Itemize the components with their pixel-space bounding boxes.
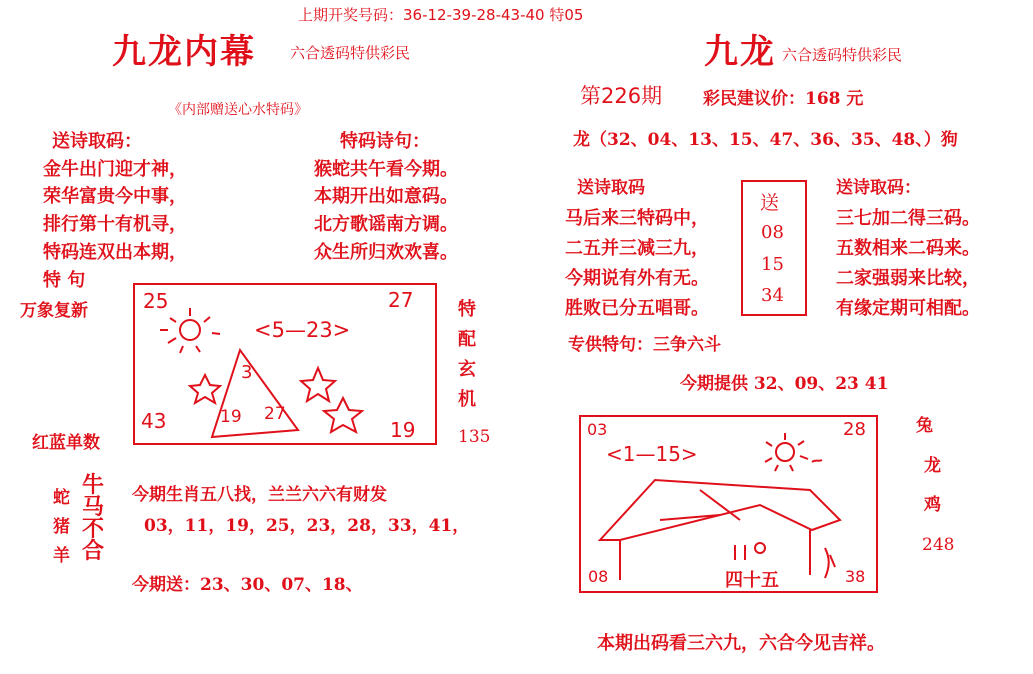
right-poem-line: 二五并三减三九， [565,238,709,259]
dragon-line: 龙（32、04、13、15、47、36、35、48、）狗 [573,130,958,150]
side-animal: 鸡 [924,495,941,515]
send-box-label: 送 [760,192,780,214]
left-poem-line: 特码连双出本期， [43,242,187,263]
left-verse-head: 特码诗句： [340,131,430,152]
left-verse-line: 众生所归欢欢喜。 [314,242,458,263]
side-right-char: 配 [458,329,476,350]
side-left-top: 万象复新 [20,301,88,321]
star-icon [190,375,220,403]
zodiac-right: 不 [82,516,105,542]
side-right-char: 机 [458,389,476,410]
right-poem-line: 今期说有外有无。 [565,268,709,289]
side-animal: 龙 [924,456,941,476]
zodiac-right: 合 [82,538,105,564]
right-verse-line: 三七加二得三码。 [836,208,980,229]
left-verse-line: 本期开出如意码。 [314,186,458,207]
star-icon [324,398,362,432]
zodiac-left: 猪 [53,517,70,537]
box-range: <5—23> [254,318,351,342]
number-list: 03，11，19，25，23，28，33，41， [144,516,470,536]
last-draw-notice: 上期开奖号码：36-12-39-28-43-40 特05 [298,6,584,24]
right-poem-line: 胜败已分五唱哥。 [565,298,709,319]
zodiac-right: 马 [82,494,105,520]
box-corner-br: 38 [845,567,866,586]
side-right-char: 特 [458,299,476,320]
box-corner-bl: 43 [141,409,167,433]
box-corner-bl: 08 [588,567,609,586]
left-title: 九龙内幕 [112,32,256,72]
provide-line: 今期提供 32、09、23 41 [680,374,889,394]
left-subtitle: 六合透码特供彩民 [290,44,411,62]
triangle-bl-num: 19 [220,407,242,427]
right-poem-head2: 送诗取码： [836,178,921,198]
box-range: <1—15> [606,442,698,466]
zodiac-right: 牛 [82,472,105,498]
send-box-num: 15 [761,254,784,275]
zodiac-left: 羊 [53,546,70,566]
right-verse-line: 二家强弱来比较， [836,268,980,289]
left-poem-line: 荣华富贵今中事， [43,186,187,207]
box-corner-br: 19 [390,418,416,442]
triangle-br-num: 27 [264,404,286,424]
left-verse-line: 北方歌谣南方调。 [314,214,458,235]
side-left-bottom: 红蓝单数 [32,433,100,453]
right-title: 九龙 [704,32,776,72]
zodiac-hint: 今期生肖五八找，兰兰六六有财发 [132,485,387,505]
right-verse-line: 有缘定期可相配。 [836,298,980,319]
left-tagline: 《内部赠送心水特码》 [168,102,308,118]
left-poem-line: 金牛出门迎才神， [43,159,187,180]
price: 彩民建议价：168 元 [703,89,864,109]
box-corner-tl: 25 [143,289,169,313]
zodiac-left: 蛇 [53,488,70,508]
side-num: 248 [922,535,955,555]
box-corner-tr: 28 [843,419,866,440]
issue-number: 第226期 [580,84,663,108]
right-poem-line: 马后来三特码中， [565,208,709,229]
left-verse-line: 猴蛇共午看今期。 [314,159,458,180]
box-bottom-text: 四十五 [725,570,779,591]
side-right-num: 135 [458,427,491,447]
special-label: 特 句 [43,270,86,291]
send-box-num: 08 [761,222,784,243]
special-verse: 专供特句：三争六斗 [568,335,721,355]
sun-icon [180,320,200,340]
right-subtitle: 六合透码特供彩民 [782,46,903,64]
triangle-shape [212,350,298,437]
box-corner-tr: 27 [388,288,414,312]
footer-line: 本期出码看三六九，六合今见吉祥。 [597,633,885,654]
right-verse-line: 五数相来二码来。 [836,238,980,259]
triangle-top-num: 3 [241,362,253,383]
left-poem-head: 送诗取码： [52,131,142,152]
right-poem-head: 送诗取码 [577,178,645,198]
star-icon [301,368,335,401]
today-send: 今期送：23、30、07、18、 [132,575,363,595]
side-right-char: 玄 [458,359,476,380]
left-poem-line: 排行第十有机寻， [43,214,187,235]
side-animal: 兔 [916,416,933,436]
send-box-num: 34 [761,285,784,306]
box-corner-tl: 03 [587,420,608,439]
